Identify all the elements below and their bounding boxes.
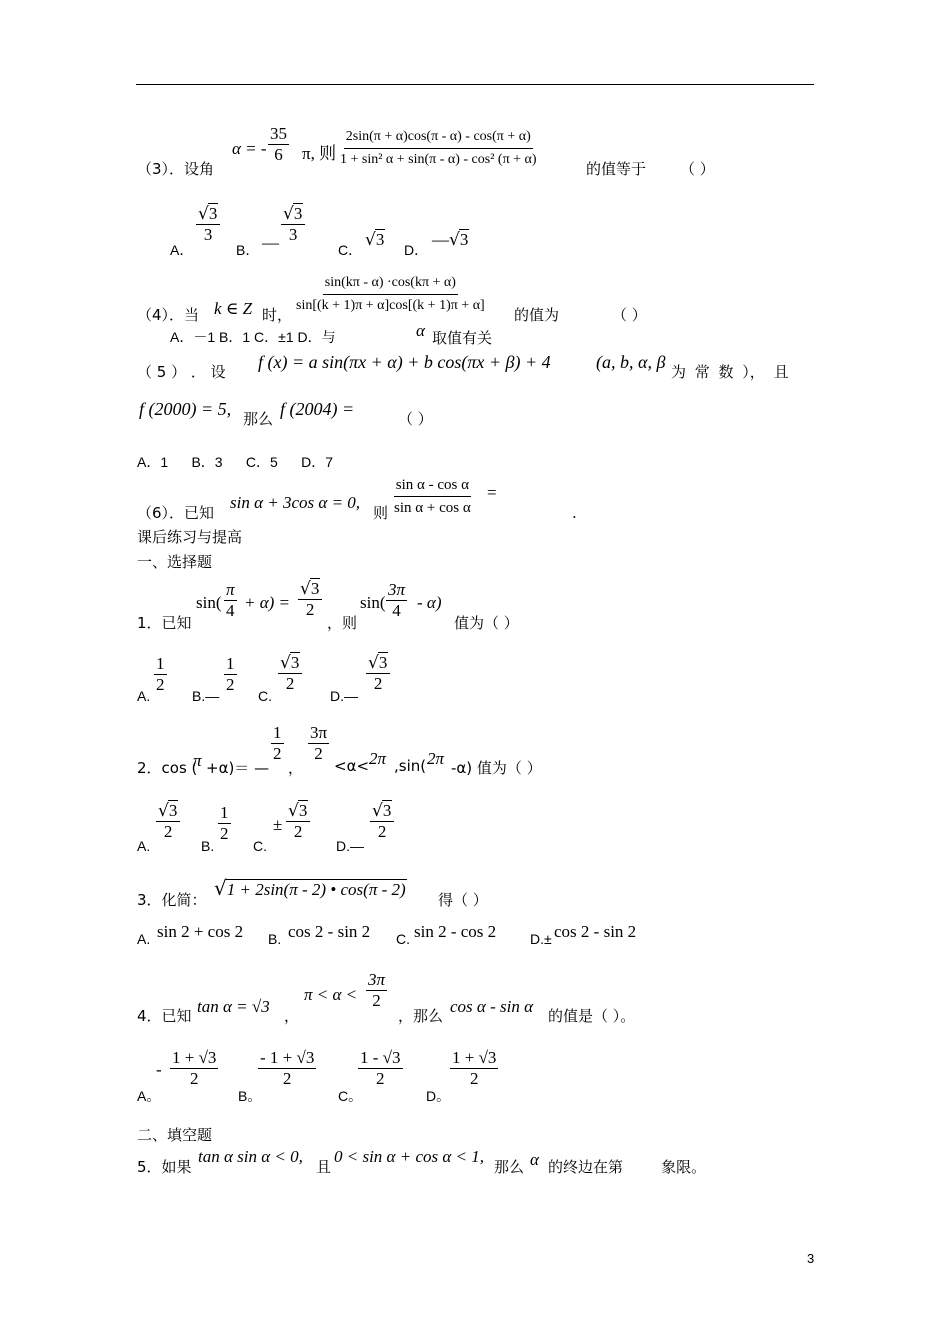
q3-tail: 的值等于	[586, 160, 647, 178]
p5-and: 且	[316, 1158, 332, 1176]
p2-option-b-value: $\frac{1}{2}$	[220, 803, 229, 843]
p3-option-a-value: sin 2 + cos 2	[157, 922, 244, 941]
q3-frac	[268, 124, 289, 165]
p2-sin: ,sin(	[394, 757, 427, 775]
p4-option-d-value: $\frac{1 + √3}{2}$	[452, 1048, 497, 1088]
q3-paren: （ ）	[680, 160, 715, 178]
p2-mid: +α)＝ —	[206, 759, 270, 777]
q3-expr	[338, 126, 539, 171]
p4-option-d: D。	[426, 1088, 451, 1104]
q3-frac-num: 35	[270, 124, 287, 143]
q3-option-d-value: —√3	[432, 230, 469, 250]
q5-consts: (a, b, α, β	[596, 352, 666, 372]
p3-option-d: D.±	[530, 931, 552, 947]
q6-dot: .	[572, 504, 577, 522]
q3-option-b-value: $\frac{√3}{3}$	[281, 203, 305, 245]
p1-then: ，则	[327, 614, 358, 632]
p4-label: 4．已知	[137, 1007, 192, 1025]
p2-3pi-over-2: $\frac{3\pi}{2}$	[310, 723, 328, 763]
p3-option-a: A.	[137, 931, 151, 947]
q3-option-a: A．	[170, 242, 194, 258]
p1-label: 1．已知	[137, 614, 192, 632]
q4-tail: 的值为	[514, 306, 560, 324]
p3-tail: 得（ ）	[438, 891, 488, 909]
p2-minus: -α) 值为（ ）	[451, 759, 542, 777]
q6-label: （6）．已知	[137, 504, 215, 522]
q6-den: sin α + cos α	[394, 500, 471, 516]
p1-option-b-value: $\frac{1}{2}$	[226, 654, 235, 694]
q5-line2c: f (2004) =	[280, 399, 355, 419]
p5-cond1: tan α sin α < 0,	[198, 1147, 303, 1166]
p5-alpha: α	[530, 1150, 539, 1169]
p3-option-c-value: sin 2 - cos 2	[414, 922, 497, 941]
p1-option-b: B.—	[192, 688, 220, 704]
q5-func: f (x) = a sin(πx + α) + b cos(πx + β) + 4	[258, 352, 551, 372]
q6-frac	[392, 474, 473, 519]
p5-cond2: 0 < sin α + cos α < 1,	[334, 1147, 485, 1166]
q3-frac-den: 6	[274, 145, 283, 164]
p4-comma: ，	[284, 1007, 300, 1025]
p2-option-a: A.	[137, 838, 151, 854]
p3-option-c: C.	[396, 931, 410, 947]
part2-heading: 二、填空题	[137, 1126, 213, 1144]
p4-option-c-value: $\frac{1 - √3}{2}$	[360, 1048, 401, 1088]
q4-cond: k ∈ Z	[214, 299, 253, 318]
p4-tail: 的值是（ ）。	[548, 1007, 636, 1025]
p1-option-c: C.	[258, 688, 272, 704]
p4-3pi-over-2: $\frac{3\pi}{2}$	[368, 970, 386, 1010]
q5-paren: （ ）	[398, 410, 433, 428]
q5-consts-note: 为 常 数 ）， 且	[671, 363, 789, 381]
p4-option-a-neg: -	[156, 1060, 162, 1079]
p1-sqrt3-over-2: $\frac{√3}{2}$	[298, 578, 322, 620]
p1-sin2: sin(	[360, 593, 386, 612]
p1-3pi-over-4: $\frac{3\pi}{4}$	[388, 580, 406, 620]
p2-option-c: C.	[253, 838, 267, 854]
q4-alpha: α	[416, 321, 425, 340]
p4-option-c: C。	[338, 1088, 363, 1104]
q3-alpha-eq: α = -	[232, 139, 267, 158]
p2-pi: π	[193, 751, 202, 770]
q4-options: A．－1 B．1 C．±1 D．与	[170, 329, 336, 345]
q3-expr-den: 1 + sin² α + sin(π - α) - cos² (π + α)	[340, 152, 537, 167]
p3-option-d-value: cos 2 - sin 2	[554, 922, 637, 941]
part1-heading: 一、选择题	[137, 553, 213, 571]
p4-option-a: A。	[137, 1088, 161, 1104]
p2-comma: ，	[288, 759, 304, 777]
p4-option-a-value: $\frac{1 + √3}{2}$	[172, 1048, 217, 1088]
p1-sin1: sin(	[196, 593, 222, 612]
p2-option-c-pm: ±	[273, 815, 283, 834]
p1-option-c-value: $\frac{√3}{2}$	[278, 652, 302, 694]
page-number: 3	[807, 1251, 815, 1266]
q3-option-c: C．	[338, 242, 363, 258]
p1-plus-a: + α) =	[244, 593, 291, 612]
q4-expr-den: sin[(k + 1)π + α]cos[(k + 1)π + α]	[296, 298, 485, 313]
p4-expr: cos α - sin α	[450, 997, 534, 1016]
p1-option-d-value: $\frac{√3}{2}$	[366, 652, 390, 694]
p4-option-b: B。	[238, 1088, 262, 1104]
p3-option-b: B.	[268, 931, 282, 947]
p2-option-d-value: $\frac{√3}{2}$	[370, 800, 394, 842]
q6-eq: =	[487, 483, 497, 502]
p1-option-a: A.	[137, 688, 151, 704]
p2-2pi: 2π	[369, 749, 387, 768]
p2-option-b: B.	[201, 838, 215, 854]
p4-option-b-value: $\frac{- 1 + √3}{2}$	[260, 1048, 315, 1088]
p2-option-c-value: $\frac{√3}{2}$	[286, 800, 310, 842]
q3-label: （3）．设角	[137, 160, 215, 178]
p2-option-d: D.—	[336, 838, 364, 854]
q4-paren: （ ）	[612, 306, 647, 324]
q3-option-c-value: √3	[365, 230, 385, 250]
p2-lt: <α<	[334, 757, 370, 775]
p1-option-d: D.—	[330, 688, 358, 704]
q4-options-tail: 取值有关	[432, 329, 493, 347]
p3-radical: √1 + 2sin(π - 2) • cos(π - 2)	[214, 876, 406, 900]
q4-label: （4）．当	[137, 306, 200, 324]
p1-option-a-value: $\frac{1}{2}$	[156, 654, 165, 694]
q6-then: 则	[373, 504, 389, 522]
q3-option-b-dash: —	[262, 233, 279, 252]
p1-tail: 值为（ ）	[454, 614, 519, 632]
p2-option-a-value: $\frac{√3}{2}$	[156, 800, 180, 842]
p1-pi-over-4: $\frac{\pi}{4}$	[226, 580, 235, 620]
q3-option-d: D．	[404, 242, 429, 258]
p1-minus-a: - α)	[417, 593, 442, 612]
p3-label: 3．化简：	[137, 891, 207, 909]
section-title: 课后练习与提高	[137, 528, 243, 546]
p5-tail: 的终边在第 象限。	[548, 1158, 707, 1176]
q3-then: π, 则	[302, 144, 337, 163]
q4-when: 时，	[262, 306, 293, 324]
p4-ineq: π < α <	[304, 985, 358, 1004]
q4-expr-num: sin(kπ - α) ·cos(kπ + α)	[323, 272, 458, 295]
p2-label: 2．cos (	[137, 759, 198, 777]
q5-options: A．1 B．3 C．5 D．7	[137, 454, 334, 470]
p5-then: 那么	[494, 1158, 525, 1176]
q5-label: （ 5 ） ． 设	[137, 363, 226, 381]
p2-one-half: $\frac{1}{2}$	[273, 723, 282, 763]
p4-then: ，那么	[398, 1007, 444, 1025]
q4-expr	[294, 272, 487, 317]
q3-option-b: B．	[236, 242, 260, 258]
p2-2pi-b: 2π	[427, 749, 445, 768]
q3-option-a-value: $\frac{√3}{3}$	[196, 203, 220, 245]
q6-cond: sin α + 3cos α = 0,	[230, 493, 361, 512]
header-rule	[136, 84, 814, 85]
p3-radicand: 1 + 2sin(π - 2) • cos(π - 2)	[226, 880, 406, 899]
q5-line2b: 那么	[243, 410, 274, 428]
p3-option-b-value: cos 2 - sin 2	[288, 922, 371, 941]
p5-label: 5．如果	[137, 1158, 192, 1176]
q6-num: sin α - cos α	[394, 474, 471, 497]
q3-expr-num: 2sin(π + α)cos(π - α) - cos(π + α)	[344, 126, 533, 149]
p4-tan: tan α = √3	[197, 997, 270, 1016]
q5-line2a: f (2000) = 5,	[139, 399, 232, 419]
